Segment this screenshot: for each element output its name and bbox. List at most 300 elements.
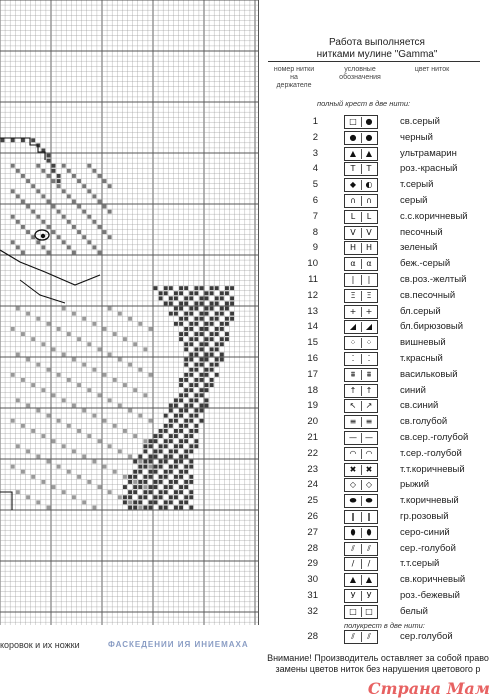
stitch-symbol-box [344, 589, 378, 603]
stitch-cell [225, 332, 229, 336]
stitch-cell [62, 353, 66, 357]
stitch-cell [41, 434, 45, 438]
thread-number: 28 [307, 542, 318, 554]
column-header-number: номер нитки на держателе [273, 66, 315, 89]
stitch-cell [128, 506, 132, 510]
stitch-cell [98, 251, 102, 255]
stitch-cell [154, 449, 158, 453]
stitch-cell [194, 307, 198, 311]
legend-row [262, 572, 494, 588]
stitch-cell [174, 480, 178, 484]
stitch-cell [52, 205, 56, 209]
stitch-cell [143, 506, 147, 510]
stitch-cell [47, 460, 51, 464]
stitch-symbol-box [344, 336, 378, 350]
stitch-cell [21, 378, 25, 382]
stitch-symbol-box [344, 510, 378, 524]
stitch-cell [225, 307, 229, 311]
stitch-cell [184, 465, 188, 469]
stitch-cell [16, 444, 20, 448]
stitch-cell [149, 475, 153, 479]
stitch-cell [189, 460, 193, 464]
stitch-symbol-box [344, 431, 378, 445]
stitch-cell [11, 240, 15, 244]
stitch-cell [184, 439, 188, 443]
stitch-cell [98, 393, 102, 397]
stitch-cell [87, 388, 91, 392]
stitch-cell [77, 383, 81, 387]
stitch-cell [205, 368, 209, 372]
stitch-symbol-icon: ◢ [349, 322, 357, 332]
stitch-symbol-box [344, 384, 378, 398]
stitch-symbol-icon: ▲ [349, 575, 357, 585]
stitch-cell [67, 194, 71, 198]
stitch-cell [194, 363, 198, 367]
stitch-cell [47, 322, 51, 326]
stitch-cell [210, 378, 214, 382]
stitch-cell [149, 444, 153, 448]
stitch-cell [128, 495, 132, 499]
stitch-cell [103, 419, 107, 423]
stitch-cell [179, 302, 183, 306]
stitch-symbol-icon: ⬮ [366, 527, 372, 537]
thread-color-name: св.синий [400, 400, 439, 412]
stitch-cell [179, 286, 183, 290]
stitch-cell [87, 240, 91, 244]
stitch-cell [184, 302, 188, 306]
stitch-cell [169, 312, 173, 316]
stitch-cell [189, 291, 193, 295]
stitch-cell [103, 327, 107, 331]
stitch-symbol-box [344, 573, 378, 587]
stitch-cell [108, 353, 112, 357]
stitch-cell [189, 353, 193, 357]
stitch-cell [189, 368, 193, 372]
stitch-symbol-icon: ▲ [365, 148, 373, 158]
stitch-symbol-box [344, 478, 378, 492]
stitch-cell [194, 317, 198, 321]
stitch-cell [220, 296, 224, 300]
stitch-symbol-icon: + [349, 306, 357, 316]
stitch-cell [154, 485, 158, 489]
stitch-cell [220, 337, 224, 341]
thread-number: 28 [307, 631, 318, 642]
stitch-cell [149, 490, 153, 494]
thread-color-name: рыжий [400, 479, 430, 491]
stitch-cell [47, 174, 51, 178]
section-full-cross: полный крест в две нити: [317, 99, 411, 108]
stitch-cell [194, 378, 198, 382]
stitch-cell [159, 296, 163, 300]
stitch-symbol-box [344, 630, 378, 644]
stitch-cell [108, 398, 112, 402]
stitch-cell [159, 434, 163, 438]
thread-number: 30 [307, 574, 318, 586]
stitch-cell [67, 245, 71, 249]
stitch-cell [133, 485, 137, 489]
stitch-cell [108, 210, 112, 214]
stitch-cell [36, 317, 40, 321]
stitch-symbol-icon: ◢ [365, 322, 373, 332]
stitch-symbol-icon: H [349, 243, 356, 253]
stitch-cell [67, 378, 71, 382]
stitch-cell [31, 429, 35, 433]
stitch-cell [123, 337, 127, 341]
stitch-cell [174, 460, 178, 464]
stitch-cell [77, 475, 81, 479]
stitch-cell [164, 475, 168, 479]
stitch-cell [82, 184, 86, 188]
stitch-cell [215, 373, 219, 377]
stitch-cell [189, 429, 193, 433]
legend-row [262, 304, 494, 320]
stitch-cell [169, 500, 173, 504]
stitch-cell [92, 368, 96, 372]
stitch-cell [11, 419, 15, 423]
stitch-cell [154, 286, 158, 290]
stitch-cell [143, 449, 147, 453]
stitch-cell [77, 205, 81, 209]
stitch-cell [194, 322, 198, 326]
stitch-cell [98, 200, 102, 204]
stitch-cell [215, 317, 219, 321]
legend-row [262, 414, 494, 430]
stitch-cell [16, 307, 20, 311]
legend-title-line2: нитками мулине "Gamma" [316, 49, 438, 60]
stitch-cell [26, 495, 30, 499]
stitch-cell [87, 342, 91, 346]
stitch-cell [57, 174, 61, 178]
stitch-cell [189, 337, 193, 341]
stitch-symbol-icon: ⫽ [367, 543, 371, 553]
stitch-cell [200, 286, 204, 290]
stitch-symbol-icon: | [367, 275, 371, 284]
legend-row [262, 225, 494, 241]
stitch-cell [133, 342, 137, 346]
stitch-symbol-box [344, 115, 378, 129]
stitch-cell [189, 342, 193, 346]
stitch-symbol-box [344, 178, 378, 192]
stitch-cell [215, 296, 219, 300]
stitch-cell [184, 358, 188, 362]
stitch-cell [113, 378, 117, 382]
stitch-cell [174, 506, 178, 510]
stitch-symbol-box [344, 147, 378, 161]
stitch-cell [200, 327, 204, 331]
thread-color-name: белый [400, 605, 428, 617]
legend-row [262, 604, 494, 620]
stitch-cell [184, 449, 188, 453]
stitch-cell [108, 490, 112, 494]
stitch-cell [128, 317, 132, 321]
stitch-symbol-icon: У [366, 591, 372, 600]
legend-row [262, 588, 494, 604]
stitch-cell [200, 358, 204, 362]
stitch-symbol-icon: ⁘ [349, 338, 357, 348]
stitch-cell [189, 404, 193, 408]
stitch-cell [164, 429, 168, 433]
thread-color-name: т.сер.-голубой [400, 447, 462, 459]
stitch-cell [118, 404, 122, 408]
stitch-cell [133, 475, 137, 479]
thread-color-name: зеленый [400, 242, 438, 254]
stitch-symbol-icon: ⁘ [365, 338, 373, 348]
stitch-cell [215, 363, 219, 367]
stitch-cell [184, 419, 188, 423]
stitch-cell [174, 291, 178, 295]
stitch-cell [36, 363, 40, 367]
stitch-cell [179, 460, 183, 464]
stitch-symbol-box [344, 194, 378, 208]
stitch-cell [169, 434, 173, 438]
stitch-cell [11, 189, 15, 193]
stitch-symbol-icon: ↖ [349, 401, 357, 411]
thread-number: 26 [307, 511, 318, 522]
stitch-symbol-box [344, 273, 378, 287]
stitch-cell [189, 414, 193, 418]
stitch-cell [179, 470, 183, 474]
stitch-cell [113, 424, 117, 428]
stitch-cell [123, 429, 127, 433]
stitch-cell [16, 245, 20, 249]
stitch-cell [179, 398, 183, 402]
thread-number: 8 [312, 226, 318, 238]
stitch-cell [174, 495, 178, 499]
stitch-symbol-box [344, 399, 378, 413]
stitch-cell [92, 460, 96, 464]
stitch-cell [47, 414, 51, 418]
stitch-cell [169, 424, 173, 428]
stitch-cell [184, 404, 188, 408]
stitch-cell [138, 414, 142, 418]
stitch-symbol-icon: / [367, 559, 371, 569]
stitch-cell [123, 485, 127, 489]
stitch-symbol-icon: L [366, 211, 372, 221]
stitch-cell [1, 138, 5, 142]
stitch-cell [159, 465, 163, 469]
stitch-cell [143, 495, 147, 499]
stitch-cell [26, 205, 30, 209]
stitch-cell [174, 322, 178, 326]
thread-number: 12 [307, 289, 318, 301]
stitch-cell [194, 368, 198, 372]
stitch-cell [179, 332, 183, 336]
stitch-cell [57, 465, 61, 469]
stitch-cell [47, 251, 51, 255]
stitch-symbol-icon: ● [365, 132, 373, 142]
stitch-cell [184, 296, 188, 300]
stitch-cell [189, 322, 193, 326]
legend-row [262, 493, 494, 509]
stitch-cell [72, 200, 76, 204]
stitch-cell [169, 419, 173, 423]
stitch-cell [57, 419, 61, 423]
legend-row [262, 509, 494, 525]
stitch-cell [215, 312, 219, 316]
stitch-cell [57, 373, 61, 377]
thread-number: 29 [307, 558, 318, 570]
thread-number: 23 [307, 463, 318, 475]
stitch-cell [138, 368, 142, 372]
legend-row [262, 256, 494, 272]
stitch-cell [62, 164, 66, 168]
legend-title [282, 37, 472, 61]
stitch-cell [220, 307, 224, 311]
stitch-cell [72, 225, 76, 229]
stitch-symbol-icon: ≡ [349, 417, 357, 427]
stitch-cell [225, 322, 229, 326]
stitch-symbol-icon: □ [349, 606, 357, 616]
stitch-cell [164, 286, 168, 290]
stitch-cell [26, 449, 30, 453]
stitch-cell [154, 495, 158, 499]
stitch-cell [52, 179, 56, 183]
stitch-symbol-box [344, 241, 378, 255]
thread-color-name: св.роз.-желтый [400, 274, 467, 285]
stitch-cell [220, 291, 224, 295]
stitch-symbol-icon: L [350, 211, 356, 221]
stitch-cell [41, 388, 45, 392]
stitch-cell [194, 347, 198, 351]
thread-number: 15 [307, 337, 318, 349]
stitch-cell [47, 368, 51, 372]
stitch-cell [169, 404, 173, 408]
thread-number: 10 [307, 258, 318, 270]
stitch-cell [200, 332, 204, 336]
stitch-symbol-icon: ◠ [365, 448, 373, 458]
legend-row [262, 383, 494, 399]
stitch-cell [128, 363, 132, 367]
stitch-cell [67, 424, 71, 428]
stitch-cell [16, 220, 20, 224]
stitch-cell [11, 164, 15, 168]
legend-row [262, 367, 494, 383]
stitch-cell [194, 444, 198, 448]
stitch-cell [113, 332, 117, 336]
stitch-cell [189, 383, 193, 387]
stitch-cell [123, 495, 127, 499]
stitch-cell [154, 465, 158, 469]
stitch-symbol-icon: ⫽ [351, 632, 355, 641]
stitch-cell [189, 373, 193, 377]
stitch-cell [138, 470, 142, 474]
stitch-cell [118, 358, 122, 362]
stitch-symbol-icon: Ξ [350, 290, 356, 300]
stitch-symbol-icon: У [350, 591, 356, 600]
thread-number: 27 [307, 526, 318, 538]
stitch-cell [31, 475, 35, 479]
stitch-cell [149, 485, 153, 489]
stitch-cell [149, 455, 153, 459]
stitch-cell [164, 485, 168, 489]
stitch-cell [210, 337, 214, 341]
stitch-cell [179, 506, 183, 510]
stitch-symbol-box [344, 352, 378, 366]
thread-number: 7 [312, 210, 318, 222]
stitch-cell [72, 495, 76, 499]
stitch-cell [92, 245, 96, 249]
stitch-cell [16, 353, 20, 357]
thread-color-name: св.коричневый [400, 574, 466, 586]
stitch-cell [189, 480, 193, 484]
stitch-cell [189, 495, 193, 499]
thread-color-name: вишневый [400, 337, 446, 349]
stitch-cell [77, 179, 81, 183]
stitch-cell [108, 235, 112, 239]
stitch-cell [92, 322, 96, 326]
stitch-cell [154, 480, 158, 484]
stitch-cell [133, 506, 137, 510]
stitch-cell [113, 470, 117, 474]
title-divider [268, 61, 480, 62]
stitch-cell [169, 286, 173, 290]
stitch-cell [215, 286, 219, 290]
stitch-cell [138, 500, 142, 504]
stitch-symbol-icon: ◠ [349, 448, 357, 458]
thread-color-name: песочный [400, 226, 443, 238]
stitch-cell [108, 307, 112, 311]
stitch-symbol-icon: ⬮ [350, 527, 356, 537]
stitch-cell [21, 225, 25, 229]
thread-number: 31 [307, 590, 318, 601]
stitch-cell [149, 439, 153, 443]
stitch-cell [26, 358, 30, 362]
stitch-cell [184, 363, 188, 367]
stitch-cell [220, 327, 224, 331]
stitch-cell [215, 327, 219, 331]
legend-row [262, 462, 494, 478]
stitch-cell [184, 393, 188, 397]
stitch-cell [205, 291, 209, 295]
stitch-cell [41, 480, 45, 484]
stitch-symbol-icon: H [365, 243, 372, 253]
stitch-cell [11, 373, 15, 377]
stitch-cell [118, 312, 122, 316]
stitch-cell [41, 342, 45, 346]
stitch-symbol-icon: T [366, 164, 372, 174]
stitch-cell [143, 465, 147, 469]
stitch-cell [26, 404, 30, 408]
stitch-cell [225, 302, 229, 306]
legend-row [262, 288, 494, 304]
stitch-cell [200, 296, 204, 300]
stitch-symbol-icon: □ [349, 117, 357, 126]
stitch-cell [92, 169, 96, 173]
stitch-cell [194, 393, 198, 397]
thread-color-name: беж.-серый [400, 258, 451, 270]
stitch-cell [98, 485, 102, 489]
stitch-cell [133, 500, 137, 504]
chart-grid [0, 0, 258, 625]
stitch-cell [169, 480, 173, 484]
stitch-cell [215, 332, 219, 336]
stitch-cell [87, 189, 91, 193]
stitch-symbol-icon: α [366, 259, 372, 269]
stitch-cell [179, 439, 183, 443]
stitch-symbol-icon: ≡ [365, 417, 373, 427]
legend-row [262, 335, 494, 351]
stitch-symbol-box [344, 305, 378, 319]
stitch-cell [184, 317, 188, 321]
stitch-cell [184, 373, 188, 377]
stitch-cell [230, 317, 234, 321]
thread-color-name: черный [400, 131, 433, 143]
stitch-cell [47, 154, 51, 158]
stitch-cell [57, 327, 61, 331]
stitch-cell [230, 312, 234, 316]
stitch-cell [164, 506, 168, 510]
stitch-cell [92, 506, 96, 510]
